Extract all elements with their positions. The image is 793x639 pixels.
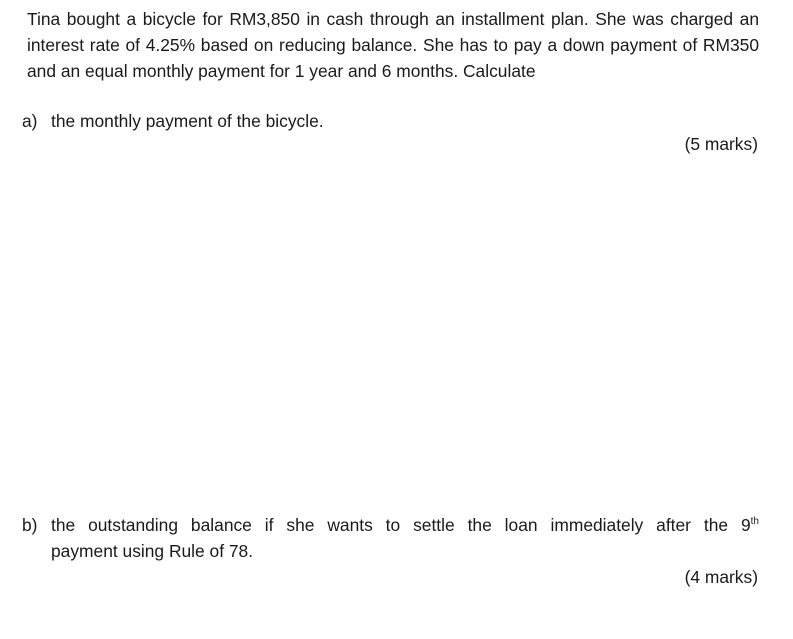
question-b-line-1-text: the outstanding balance if she wants to settle the loan immediately after the 9 <box>51 515 751 535</box>
question-b-text <box>51 512 759 564</box>
question-b <box>22 512 759 564</box>
question-b-marks: (4 marks) <box>684 567 758 587</box>
question-a-marks: (5 marks) <box>684 134 758 154</box>
question-a <box>22 108 759 134</box>
question-a-label: a) <box>22 111 38 131</box>
question-intro: Tina bought a bicycle for RM3,850 in cash through an installment plan. She was charged an interest rate of 4.25% based on reducing balance. She has to pay a down payment of RM350 and an equal monthly payment for 1 year and 6 months. Calculate <box>27 9 759 81</box>
question-a-text: the monthly payment of the bicycle. <box>51 111 324 131</box>
question-b-line-1 <box>51 512 759 538</box>
question-b-line-2: payment using Rule of 78. <box>51 541 254 561</box>
question-b-label: b) <box>22 515 38 535</box>
question-b-superscript: th <box>750 516 759 527</box>
